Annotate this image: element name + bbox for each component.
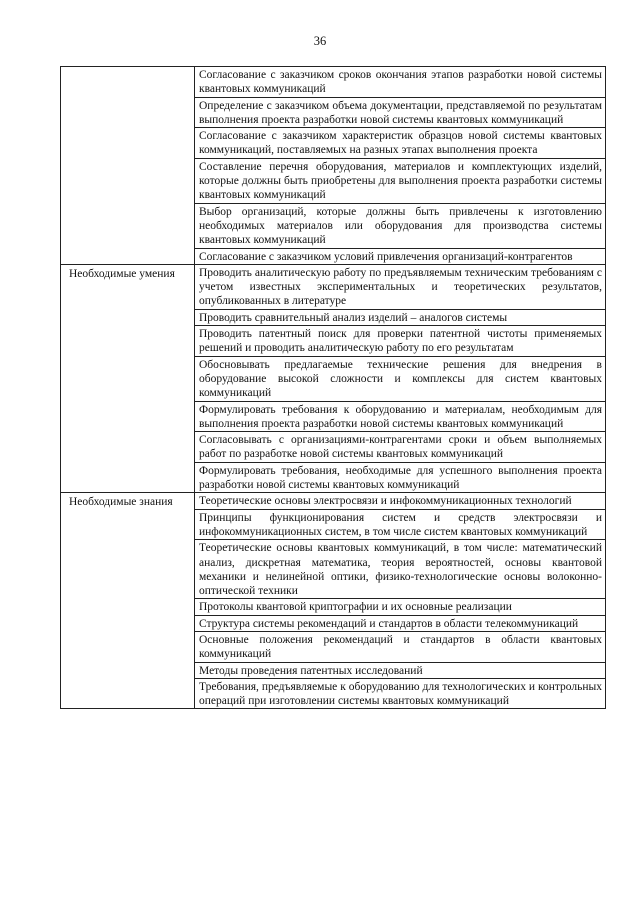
table-cell-item: Основные положения рекомендаций и стандартов в области квантовых коммуникаций [195,631,606,662]
table-cell-item: Обосновывать предлагаемые технические решения для внедрения в оборудование высокой сложности и комплексы для систем квантовых коммуникаций [195,356,606,401]
table-cell-item: Теоретические основы электросвязи и инфокоммуникационных технологий [195,493,606,509]
table-cell-item: Теоретические основы квантовых коммуникаций, в том числе: математический анализ, дискретная математика, теория вероятностей, основы квантовой механики и нелинейной оптики, физико-технологические основы волоконно-оптической техники [195,540,606,599]
table-cell-item: Проводить аналитическую работу по предъявляемым техническим требованиям с учетом известных экспериментальных и теоретических результатов, опубликованных в литературе [195,264,606,309]
table-cell-item: Проводить сравнительный анализ изделий – аналогов системы [195,309,606,325]
table-row [61,493,606,509]
table-cell-item: Структура системы рекомендаций и стандартов в области телекоммуникаций [195,615,606,631]
table-cell-item: Выбор организаций, которые должны быть привлечены к изготовлению необходимых материалов или оборудования для производства системы квантовых коммуникаций [195,203,606,248]
table-cell-item: Формулировать требования к оборудованию и материалам, необходимым для выполнения проекта разработки новой системы квантовых коммуникаций [195,401,606,432]
section-label [61,67,195,265]
table-body [61,67,606,709]
table-row [61,264,606,309]
table-cell-item: Проводить патентный поиск для проверки патентной чистоты применяемых решений и проводить аналитическую работу по его результатам [195,326,606,357]
section-label: Необходимые умения [61,264,195,492]
table-cell-item: Формулировать требования, необходимые для успешного выполнения проекта разработки новой системы квантовых коммуникаций [195,462,606,493]
table-cell-item: Определение с заказчиком объема документации, представляемой по результатам выполнения проекта разработки новой системы квантовых коммуникаций [195,97,606,128]
table-cell-item: Методы проведения патентных исследований [195,662,606,678]
table-cell-item: Протоколы квантовой криптографии и их основные реализации [195,599,606,615]
table-cell-item: Составление перечня оборудования, материалов и комплектующих изделий, которые должны быть приобретены для выполнения проекта разработки системы квантовых коммуникаций [195,158,606,203]
section-label: Необходимые знания [61,493,195,709]
competency-table [60,66,606,709]
table-cell-item: Согласование с заказчиком сроков окончания этапов разработки новой системы квантовых коммуникаций [195,67,606,98]
table-cell-item: Согласование с заказчиком характеристик образцов новой системы квантовых коммуникаций, поставляемых на разных этапах выполнения проекта [195,128,606,159]
table-row [61,67,606,98]
table-cell-item: Требования, предъявляемые к оборудованию для технологических и контрольных операций при изготовлении системы квантовых коммуникаций [195,678,606,709]
table-cell-item: Принципы функционирования систем и средств электросвязи и инфокоммуникационных систем, в том числе систем квантовых коммуникаций [195,509,606,540]
table-cell-item: Согласовывать с организациями-контрагентами сроки и объем выполняемых работ по разработке новой системы квантовых коммуникаций [195,432,606,463]
table-cell-item: Согласование с заказчиком условий привлечения организаций-контрагентов [195,248,606,264]
page-number: 36 [313,34,327,48]
